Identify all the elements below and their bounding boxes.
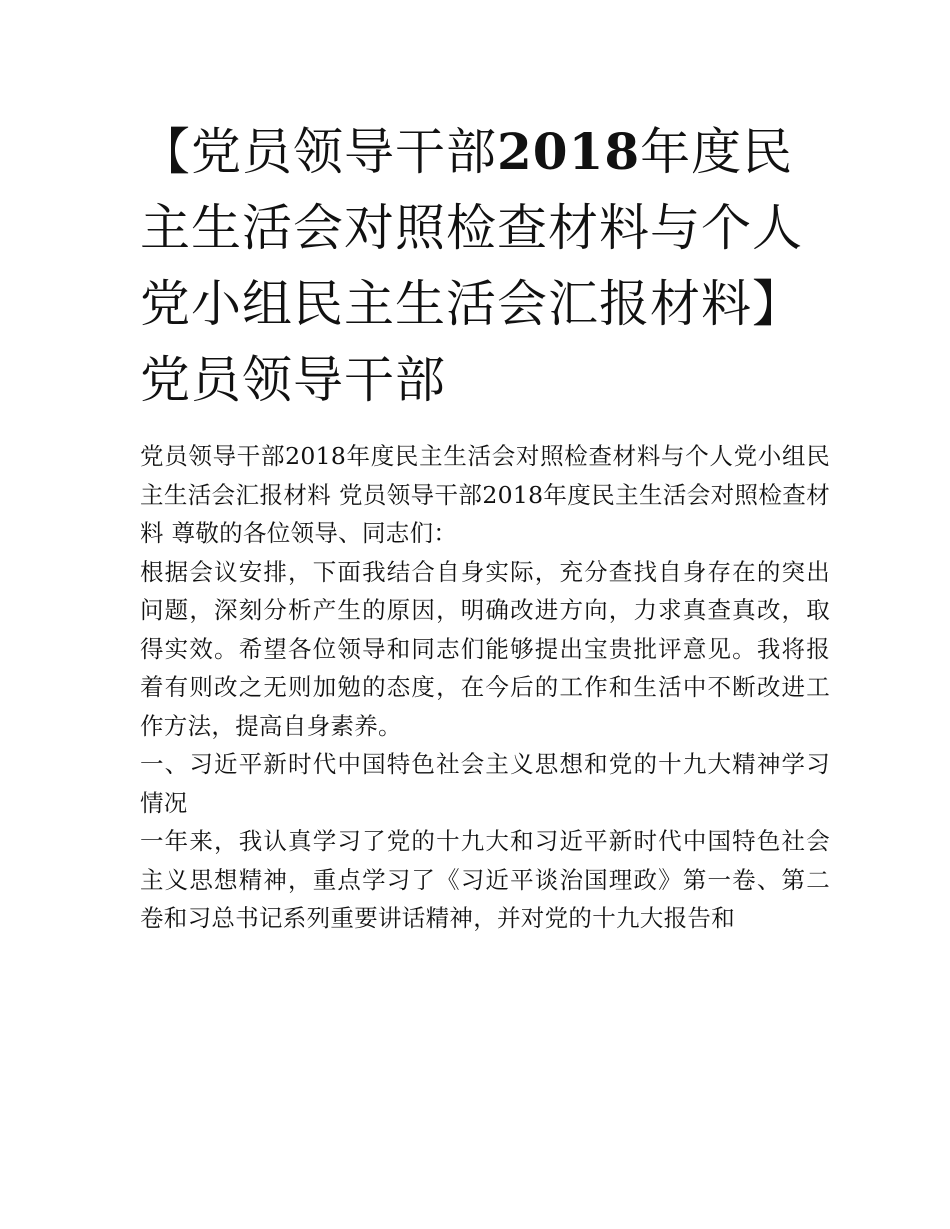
document-body — [140, 437, 830, 938]
paragraph-intro: 党员领导干部2018年度民主生活会对照检查材料与个人党小组民主生活会汇报材料 党员领导干部2018年度民主生活会对照检查材料 尊敬的各位领导、同志们： — [140, 442, 830, 547]
paragraph-study: 一年来，我认真学习了党的十九大和习近平新时代中国特色社会主义思想精神，重点学习了《习近平谈治国理政》第一卷、第二卷和习总书记系列重要讲话精神，并对党的十九大报告和 — [140, 827, 830, 932]
section-heading-1: 一、习近平新时代中国特色社会主义思想和党的十九大精神学习情况 — [140, 750, 830, 817]
title-year: 2018 — [497, 122, 641, 181]
document-title — [140, 114, 830, 418]
title-part-1: 【党员领导干部 — [140, 123, 497, 181]
title-part-2: 年度民主生活会对照检查材料与个人党小组民主生活会汇报材料】党员领导干部 — [140, 123, 803, 409]
paragraph-arrangement: 根据会议安排，下面我结合自身实际，充分查找自身存在的突出问题，深刻分析产生的原因，明确改进方向，力求真查真改，取得实效。希望各位领导和同志们能够提出宝贵批评意见。我将报着有则改之无则加勉的态度，在今后的工作和生活中不断改进工作方法，提高自身素养。 — [140, 557, 830, 740]
